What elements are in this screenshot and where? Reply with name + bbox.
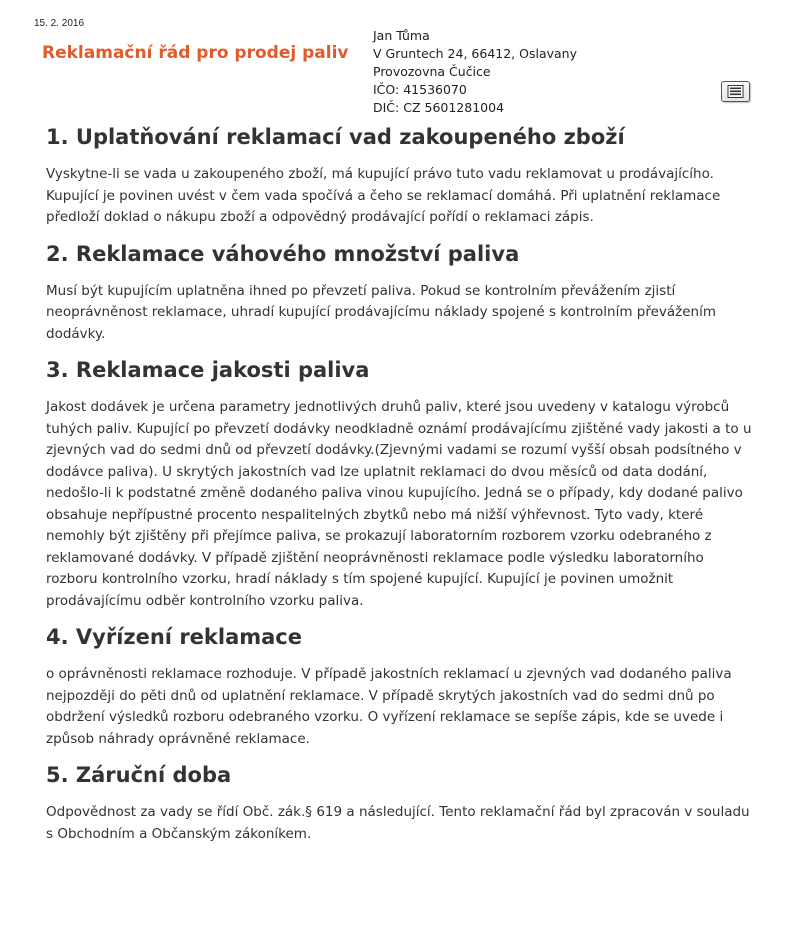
- document-title: Reklamační řád pro prodej paliv: [42, 43, 349, 63]
- section-heading: 4. Vyřízení reklamace: [46, 625, 302, 649]
- section-heading: 1. Uplatňování reklamací vad zakoupeného zboží: [46, 125, 625, 149]
- section-heading: 5. Záruční doba: [46, 763, 232, 787]
- company-branch: Provozovna Čučice: [373, 64, 491, 79]
- company-name: Jan Tůma: [373, 28, 430, 43]
- section-claim-settlement: [46, 622, 756, 750]
- company-info: [373, 27, 577, 117]
- section-heading: 2. Reklamace váhového množství paliva: [46, 241, 520, 266]
- section-text: Vyskytne-li se vada u zakoupeného zboží, má kupující právo tuto vadu reklamovat u prodávajícího. Kupující je povinen uvést v čem vada spočívá a čeho se reklamací domáhá. Při uplatnění reklamace předloží doklad o nákupu zboží a odpovědný prodávající pořídí o reklamaci zápis.: [46, 166, 721, 225]
- print-button[interactable]: [721, 81, 750, 102]
- section-text: Musí být kupujícím uplatněna ihned po převzetí paliva. Pokud se kontrolním převážením zjistí neoprávněnost reklamace, uhradí kupující prodávajícímu náklady spojené s kontrolním převážením dodávky.: [46, 282, 717, 342]
- section-text: o oprávněnosti reklamace rozhoduje. V případě jakostních reklamací u zjevných vad dodaného paliva nejpozději do pěti dnů od uplatnění reklamace. V případě skrytých jakostních vad do sedmi dnů po obdržení výsledků rozboru odebraného vzorku. O vyřízení reklamace se sepíše zápis, kde se uvede i způsob náhrady oprávněné reklamace.: [46, 666, 732, 747]
- section-quality-claims: [46, 355, 756, 612]
- company-dic: DIČ: CZ 5601281004: [373, 100, 505, 115]
- section-text: Jakost dodávek je určena parametry jednotlivých druhů paliv, které jsou uvedeny v katalogu výrobců tuhých paliv. Kupující po převzetí dodávky neodkladně oznámí prodávajícímu zjištěné vady jakosti a to u zjevných vad do sedmi dnů od převzetí dodávky.(Zjevnými vadami se rozumí vyšší obsah podsítného v dodávce paliva). U skrytých jakostních vad lze uplatnit reklamaci do dvou měsíců od data dodání, nedošlo-li k podstatné změně dodaného paliva vinou kupujícího. Jedná se o případy, kdy dodané palivo obsahuje nepřípustné procento nespalitelných zbytků nebo má nižší výhřevnost. Tyto vady, které nemohly být zjištěny při přejímce paliva, se prokazují laboratorním rozborem vzorku odebraného z reklamované dodávky. V případě zjištění neoprávněnosti reklamace podle výsledku laboratorního rozboru kontrolního vzorku, hradí náklady s tím spojené kupující. Kupující je povinen umožnit prodávajícímu odběr kontrolního vzorku paliva.: [46, 399, 752, 609]
- print-date: 15. 2. 2016: [34, 18, 85, 29]
- section-warranty-period: [46, 760, 756, 845]
- section-claims-application: [46, 122, 756, 229]
- print-icon: [727, 85, 744, 98]
- section-heading: 3. Reklamace jakosti paliva: [46, 358, 370, 382]
- company-address: V Gruntech 24, 66412, Oslavany: [373, 46, 577, 61]
- company-ico: IČO: 41536070: [373, 82, 467, 97]
- document-body: [46, 122, 756, 855]
- section-weight-claims: [46, 239, 756, 346]
- section-text: Odpovědnost za vady se řídí Obč. zák.§ 619 a následující. Tento reklamační řád byl zpracován v souladu s Obchodním a Občanským zákoníkem.: [46, 804, 750, 842]
